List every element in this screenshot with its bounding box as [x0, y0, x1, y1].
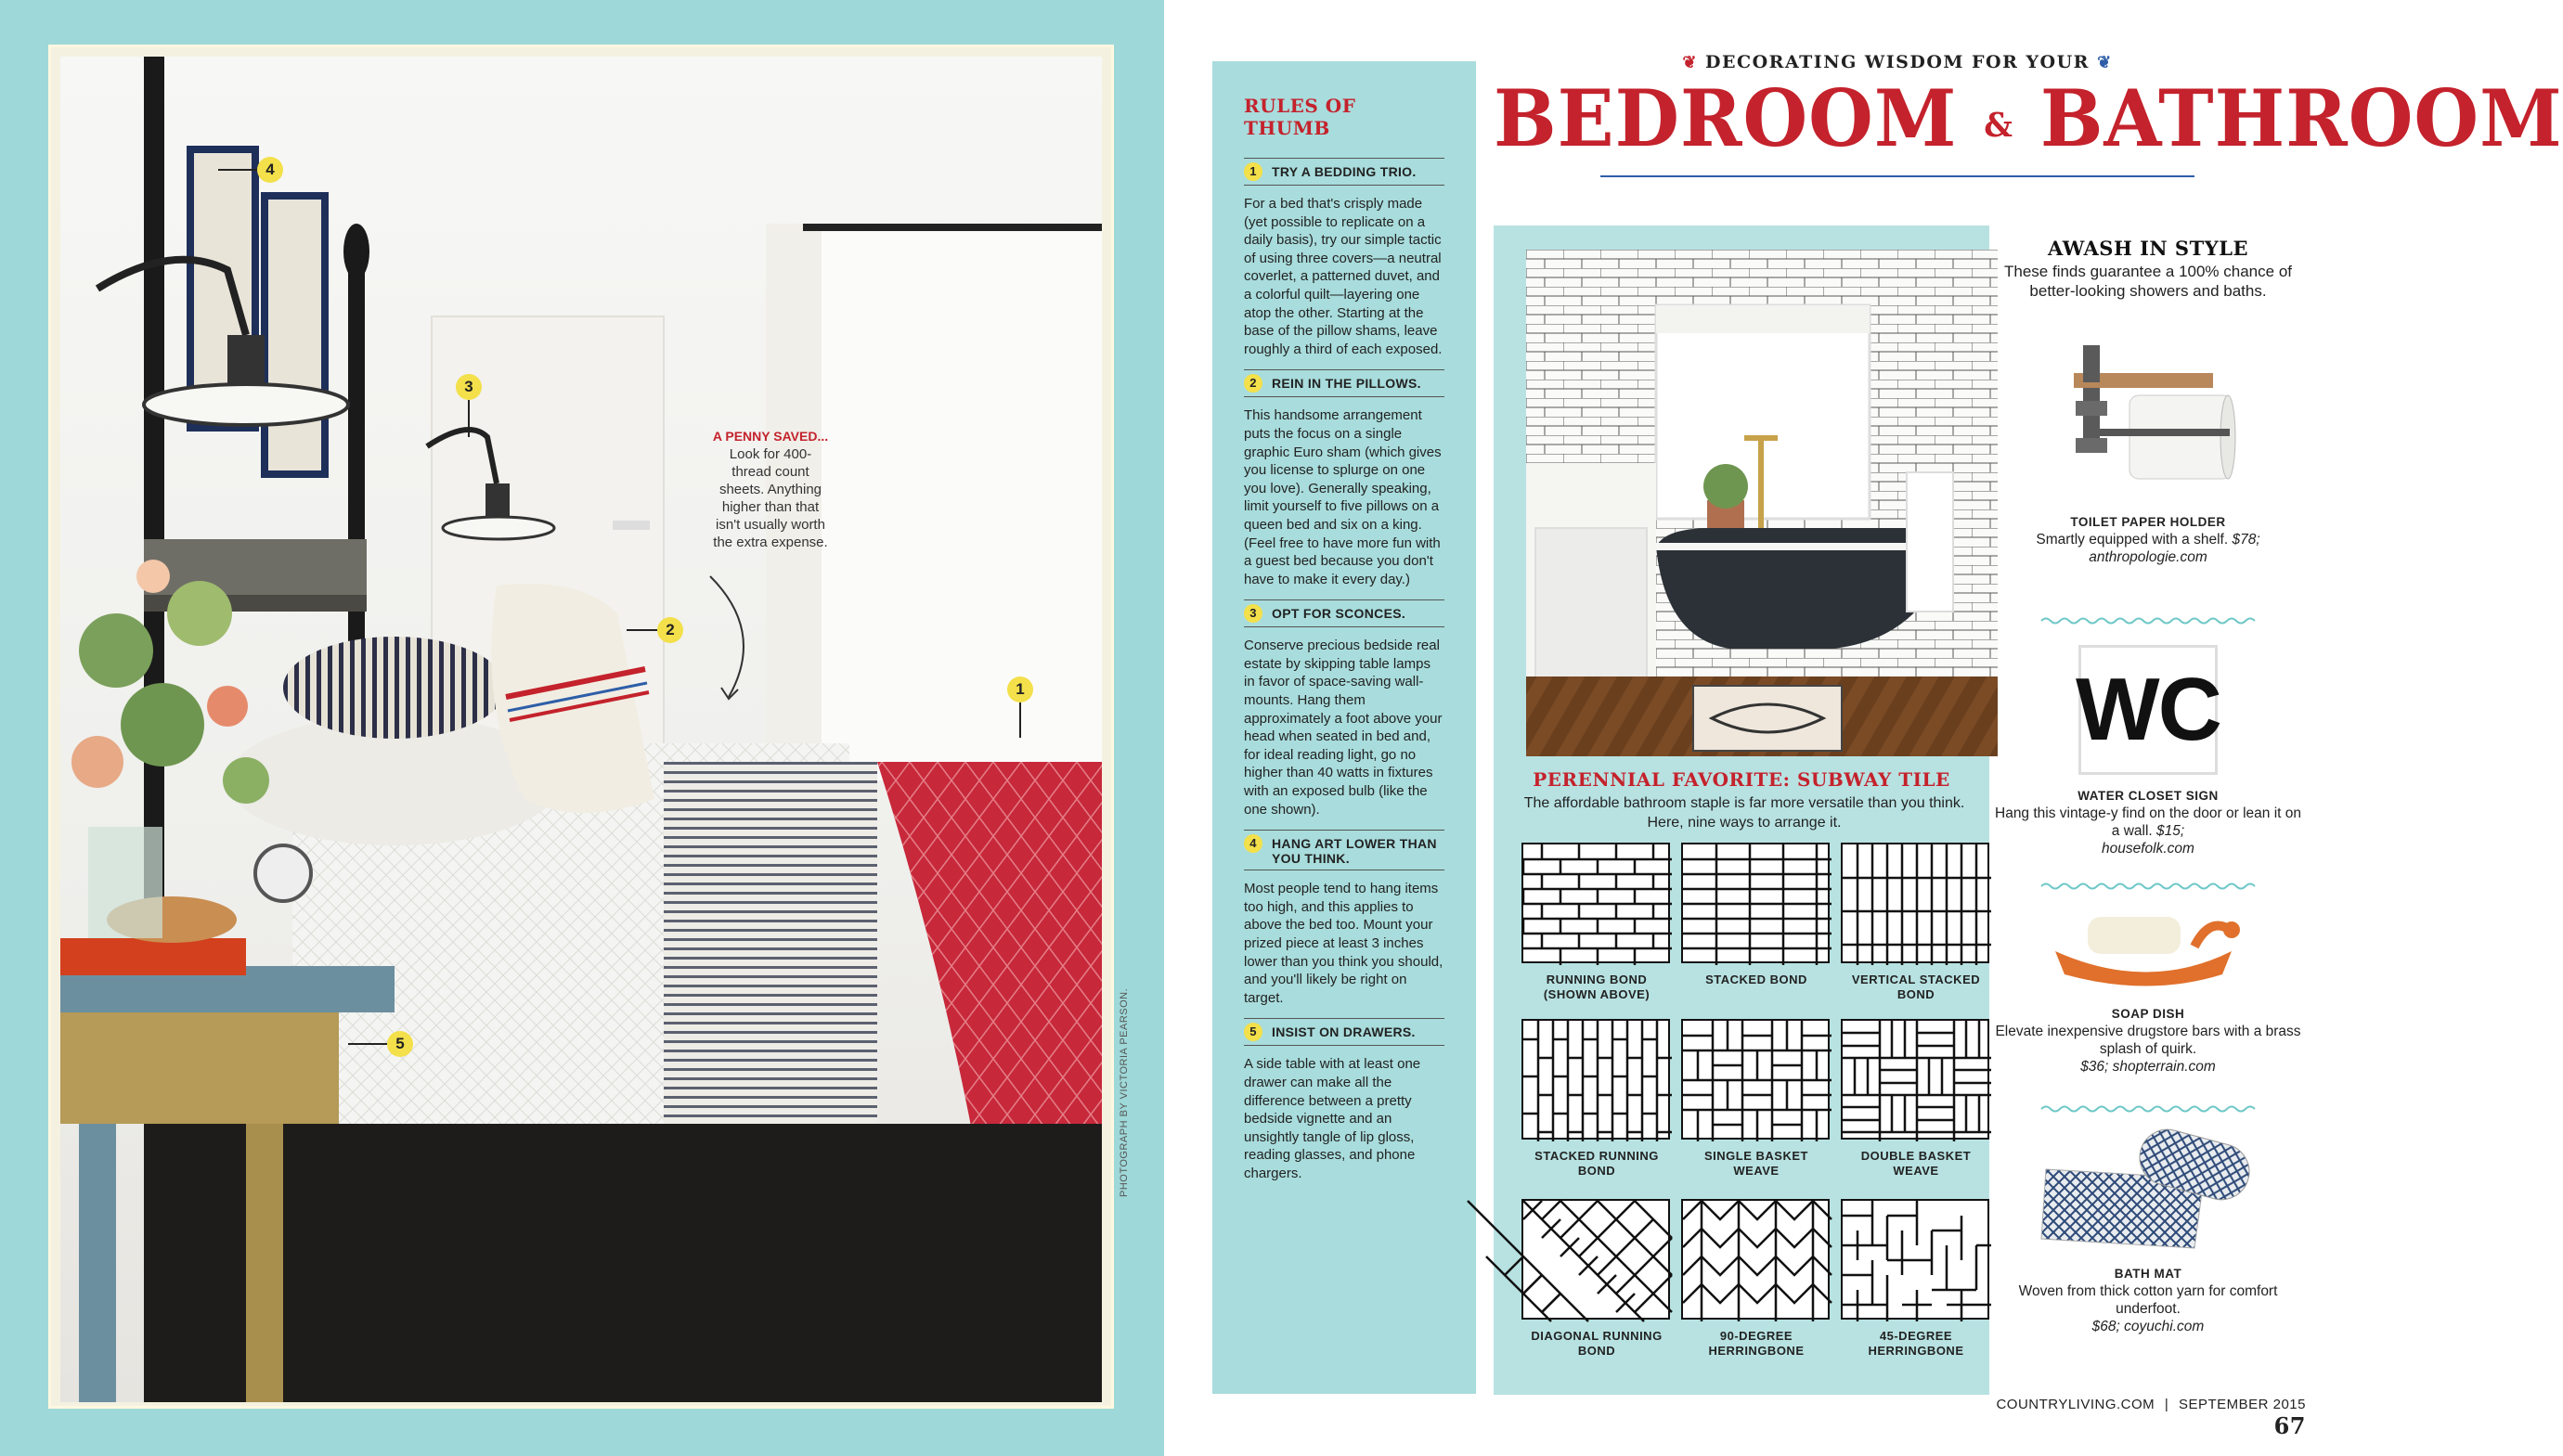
- product-name: TOILET PAPER HOLDER: [2070, 515, 2226, 529]
- rule-number: 4: [1244, 834, 1262, 853]
- bedroom-illustration: [60, 57, 1102, 1402]
- product-soap-dish: [1995, 909, 2301, 1076]
- product-name: WATER CLOSET SIGN: [2078, 789, 2219, 803]
- wc-sign-text: WC: [2076, 660, 2220, 759]
- wc-sign-image: [2078, 645, 2218, 775]
- stacked-running-bond-pattern: [1523, 1021, 1672, 1141]
- tile-running-bond: [1521, 843, 1672, 1002]
- rule-number: 1: [1244, 162, 1262, 181]
- tile-45-degree-herringbone: [1841, 1199, 1991, 1359]
- rule-4: [1244, 830, 1444, 1007]
- rule-body: This handsome arrangement puts the focus on a single graphic Euro sham (which gives you license to splurge on one you love). Generally speaking, limit yourself to five pillows on a queen bed and six on a king. (Feel free to have more fun with a guest bed because you don't have to make it every day.): [1244, 407, 1442, 587]
- tile-label: STACKED BOND: [1705, 973, 1807, 986]
- rule-title: INSIST ON DRAWERS.: [1272, 1024, 1416, 1040]
- tile-label: VERTICAL STACKED BOND: [1851, 973, 1981, 1001]
- awash-in-style-header: [1995, 237, 2301, 301]
- bathroom-photo: [1526, 250, 1998, 756]
- product-description: Smartly equipped with a shelf. $78; anthropologie.com: [2036, 532, 2260, 565]
- tile-vertical-stacked-bond: [1841, 843, 1991, 1002]
- header-divider: [1600, 175, 2194, 177]
- rule-body: Most people tend to hang items too high, and this applies to above the bed too. Mount your prized piece at least 3 inches lower than you think you should, and you'll likely be right on target.: [1244, 881, 1443, 1006]
- tile-label: 90-DEGREE HERRINGBONE: [1708, 1329, 1805, 1358]
- subway-dek: The affordable bathroom staple is far more versatile than you think. Here, nine ways to arrange it.: [1523, 795, 1965, 831]
- bedroom-photo-frame: [48, 45, 1114, 1409]
- diagonal-running-bond-pattern: [1523, 1201, 1672, 1321]
- bathroom-illustration: [1526, 250, 1998, 756]
- kicker-text: DECORATING WISDOM FOR YOUR: [1705, 52, 2090, 72]
- rule-2: [1244, 369, 1444, 588]
- product-name: SOAP DISH: [2111, 1007, 2185, 1021]
- page-title: [1494, 70, 2563, 174]
- rule-title: REIN IN THE PILLOWS.: [1272, 376, 1421, 392]
- rule-body: A side table with at least one drawer can make all the difference between a pretty bedside vignette and an unsightly tangle of lip gloss, reading glasses, and phone chargers.: [1244, 1056, 1421, 1181]
- herringbone-90-pattern: [1683, 1201, 1832, 1321]
- tile-double-basket-weave: [1841, 1019, 1991, 1179]
- callout-4: 4: [257, 157, 283, 183]
- sprig-icon: ❦: [2097, 53, 2113, 72]
- callout-2: 2: [657, 617, 683, 643]
- divider-wave: [2041, 1104, 2255, 1114]
- product-description: Woven from thick cotton yarn for comfort underfoot. $68; coyuchi.com: [2018, 1283, 2278, 1334]
- product-water-closet-sign: [1995, 645, 2301, 857]
- rules-of-thumb-panel: [1212, 61, 1476, 1394]
- footer-issue: SEPTEMBER 2015: [2178, 1397, 2306, 1412]
- toilet-paper-holder-image: [2055, 345, 2241, 503]
- tile-label: DIAGONAL RUNNING BOND: [1531, 1329, 1663, 1358]
- left-page: [0, 0, 1164, 1456]
- single-basket-weave-pattern: [1683, 1021, 1832, 1141]
- footer-site: COUNTRYLIVING.COM: [1996, 1397, 2155, 1412]
- title-word-bedroom: BEDROOM: [1494, 72, 1958, 165]
- rule-body: Conserve precious bedside real estate by skipping table lamps in favor of space-saving wall-mounts. Hang them approximately a foot above your head when seated in bed and, for ideal reading light, go no higher than 40 watts in fixtures with an exposed bulb (like the one shown).: [1244, 638, 1443, 818]
- page-number: 67: [2273, 1412, 2306, 1439]
- herringbone-45-pattern: [1843, 1201, 1991, 1321]
- running-bond-pattern: [1523, 844, 1672, 965]
- rule-body: For a bed that's crisply made (yet possible to replicate on a daily basis), try our simple tactic of using three covers—a neutral coverlet, a patterned duvet, and a colorful quilt—layering one atop the other. Starting at the base of the pillow shams, leave roughly a third of each exposed.: [1244, 196, 1443, 357]
- product-bath-mat: [1995, 1132, 2301, 1335]
- rule-number: 2: [1244, 374, 1262, 393]
- product-name: BATH MAT: [2114, 1267, 2182, 1281]
- soap-dish-image: [2046, 909, 2250, 993]
- bedroom-photo: [60, 57, 1102, 1402]
- page-footer: COUNTRYLIVING.COM | SEPTEMBER 2015 67: [1996, 1397, 2306, 1439]
- tile-stacked-bond: [1681, 843, 1832, 987]
- subway-tile-panel: [1494, 225, 1989, 1395]
- subway-title: PERENNIAL FAVORITE: SUBWAY TILE: [1533, 768, 1950, 791]
- tile-label: DOUBLE BASKET WEAVE: [1860, 1149, 1972, 1178]
- tile-label: 45-DEGREE HERRINGBONE: [1868, 1329, 1964, 1358]
- stacked-bond-pattern: [1683, 844, 1832, 965]
- tile-label: RUNNING BOND (SHOWN ABOVE): [1543, 973, 1650, 1001]
- rule-5: [1244, 1018, 1444, 1182]
- rule-number: 3: [1244, 604, 1262, 623]
- title-word-bathroom: BATHROOM: [2039, 72, 2563, 165]
- tile-single-basket-weave: [1681, 1019, 1832, 1179]
- penny-saved-note: [710, 428, 831, 551]
- sprig-icon: ❦: [1682, 53, 1698, 72]
- bath-mat-image: [2037, 1132, 2259, 1253]
- callout-5: 5: [387, 1031, 413, 1057]
- penny-saved-title: A PENNY SAVED...: [712, 429, 829, 444]
- callout-1: 1: [1007, 676, 1033, 702]
- product-description: Elevate inexpensive drugstore bars with a brass splash of quirk. $36; shopterrain.com: [1995, 1024, 2301, 1075]
- divider-wave: [2041, 882, 2255, 891]
- vertical-stacked-bond-pattern: [1843, 844, 1991, 965]
- double-basket-weave-pattern: [1843, 1021, 1991, 1141]
- rule-title: HANG ART LOWER THAN YOU THINK.: [1272, 836, 1437, 867]
- page-header: [1494, 52, 2563, 210]
- awash-dek: These finds guarantee a 100% chance of better-looking showers and baths.: [2004, 263, 2292, 300]
- product-description: Hang this vintage-y find on the door or lean it on a wall. $15; housefolk.com: [1995, 805, 2302, 857]
- rule-title: TRY A BEDDING TRIO.: [1272, 164, 1417, 179]
- rule-1: [1244, 158, 1444, 358]
- rules-title: RULES OF THUMB: [1244, 95, 1356, 139]
- tile-diagonal-running-bond: [1521, 1199, 1672, 1359]
- awash-title: AWASH IN STYLE: [2048, 237, 2248, 260]
- rule-3: [1244, 599, 1444, 818]
- tile-label: STACKED RUNNING BOND: [1534, 1149, 1659, 1178]
- tile-90-degree-herringbone: [1681, 1199, 1832, 1359]
- photo-credit: PHOTOGRAPH BY VICTORIA PEARSON.: [1119, 987, 1130, 1197]
- product-toilet-paper-holder: [1995, 345, 2301, 566]
- callout-3: 3: [456, 374, 482, 400]
- rule-title: OPT FOR SCONCES.: [1272, 606, 1406, 622]
- rule-number: 5: [1244, 1023, 1262, 1041]
- penny-saved-body: Look for 400-thread count sheets. Anything higher than that isn't usually worth the extra expense.: [713, 446, 828, 550]
- tile-label: SINGLE BASKET WEAVE: [1704, 1149, 1808, 1178]
- divider-wave: [2041, 616, 2255, 625]
- right-page: [1164, 0, 2563, 1456]
- title-ampersand: &: [1984, 106, 2013, 146]
- tile-stacked-running-bond: [1521, 1019, 1672, 1179]
